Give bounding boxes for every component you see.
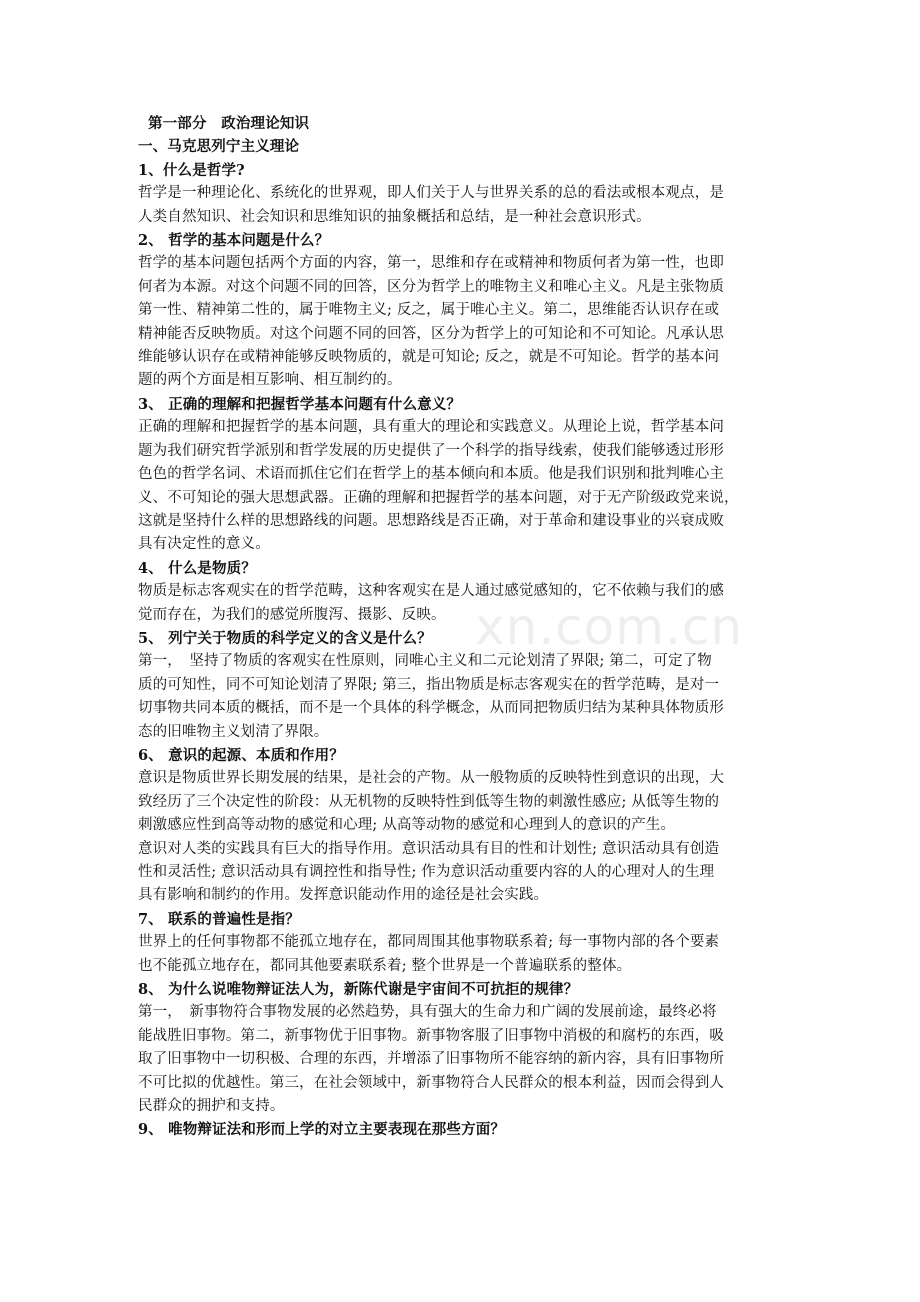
heading-line: 5、 列宁关于物质的科学定义的含义是什么？ (138, 629, 432, 647)
text-line: 哲学是一种理论化、系统化的世界观，即人们关于人与世界关系的总的看法或根本观点，是 (138, 185, 724, 202)
heading-line: 第一部分 政治理论知识 (148, 115, 310, 132)
text-line: 色色的哲学名词、术语而抓住它们在哲学上的基本倾向和本质。他是我们识别和批判唯心主 (138, 466, 724, 483)
text-line: 具有影响和制约的作用。发挥意识能动作用的途径是社会实践。 (138, 887, 549, 904)
text-line: 题的两个方面是相互影响、相互制约的。 (138, 372, 402, 389)
text-line: 意识是物质世界长期发展的结果，是社会的产物。从一般物质的反映特性到意识的出现，大 (138, 770, 724, 787)
text-line: 具有决定性的意义。 (138, 536, 270, 553)
heading-line: 一、马克思列宁主义理论 (138, 138, 300, 156)
text-line: 人类自然知识、社会知识和思维知识的抽象概括和总结，是一种社会意识形式。 (138, 208, 651, 225)
text-line: 第一， 新事物符合事物发展的必然趋势，具有强大的生命力和广阔的发展前途，最终必将 (138, 1004, 717, 1021)
text-line: 哲学的基本问题包括两个方面的内容，第一，思维和存在或精神和物质何者为第一性，也即 (138, 255, 724, 272)
heading-line: 9、 唯物辩证法和形而上学的对立主要表现在那些方面？ (138, 1121, 506, 1139)
text-line: 态的旧唯物主义划清了界限。 (138, 723, 329, 740)
text-line: 物质是标志客观实在的哲学范畴，这种客观实在是人通过感觉感知的，它不依赖与我们的感 (138, 583, 724, 600)
text-line: 精神能否反映物质。对这个问题不同的回答，区分为哲学上的可知论和不可知论。凡承认思 (138, 325, 724, 342)
text-line: 何者为本源。对这个问题不同的回答，区分为哲学上的唯物主义和唯心主义。凡是主张物质 (138, 278, 724, 295)
text-line: 性和灵活性; 意识活动具有调控性和指导性; 作为意识活动重要内容的人的心理对人的生理 (138, 864, 715, 880)
text-line: 质的可知性，同不可知论划清了界限; 第三，指出物质是标志客观实在的哲学范畴，是对一 (138, 676, 720, 693)
heading-line: 4、 什么是物质？ (138, 559, 256, 577)
text-line: 这就是坚持什么样的思想路线的问题。思想路线是否正确，对于革命和建设事业的兴衰成败 (138, 512, 724, 529)
text-line: 致经历了三个决定性的阶段：从无机物的反映特性到低等生物的刺激性感应; 从低等生物的 (138, 793, 720, 810)
heading-line: 3、 正确的理解和把握哲学基本问题有什么意义？ (138, 395, 462, 413)
text-line: 第一， 坚持了物质的客观实在性原则，同唯心主义和二元论划清了界限; 第二，可定了物 (138, 653, 712, 670)
text-line: 能战胜旧事物。第二，新事物优于旧事物。新事物客服了旧事物中消极的和腐朽的东西，吸 (138, 1027, 724, 1044)
text-line: 世界上的任何事物都不能孤立地存在，都同周围其他事物联系着; 每一事物内部的各个要素 (138, 934, 720, 951)
text-line: 正确的理解和把握哲学的基本问题，具有重大的理论和实践意义。从理论上说，哲学基本问 (138, 419, 724, 436)
document-body (138, 112, 788, 1142)
text-line: 不可比拟的优越性。第三，在社会领域中，新事物符合人民群众的根本利益，因而会得到人 (138, 1074, 724, 1091)
text-line: 也不能孤立地存在，都同其他要素联系着; 整个世界是一个普遍联系的整体。 (138, 957, 632, 974)
text-line: 维能够认识存在或精神能够反映物质的，就是可知论; 反之，就是不可知论。哲学的基本问 (138, 349, 720, 366)
heading-line: 2、 哲学的基本问题是什么？ (138, 232, 330, 250)
text-line: 取了旧事物中一切积极、合理的东西，并增添了旧事物所不能容纳的新内容，具有旧事物所 (138, 1051, 724, 1068)
text-line: 觉而存在，为我们的感觉所腹泻、摄影、反映。 (138, 606, 446, 623)
heading-line: 8、 为什么说唯物辩证法人为，新陈代谢是宇宙间不可抗拒的规律？ (138, 981, 579, 999)
text-line: 题为我们研究哲学派别和哲学发展的历史提供了一个科学的指导线索，使我们能够透过形形 (138, 442, 724, 459)
watermark: xn.com.cn (475, 598, 744, 656)
text-line: 民群众的拥护和支持。 (138, 1098, 285, 1115)
text-line: 切事物共同本质的概括，而不是一个具体的科学概念，从而同把物质归结为某种具体物质形 (138, 700, 724, 717)
text-line: 意识对人类的实践具有巨大的指导作用。意识活动具有目的性和计划性; 意识活动具有创造 (138, 840, 720, 857)
heading-line: 7、 联系的普遍性是指？ (138, 910, 300, 928)
text-line: 第一性、精神第二性的，属于唯物主义; 反之，属于唯心主义。第二，思维能否认识存在或 (138, 302, 720, 319)
text-line: 刺激感应性到高等动物的感觉和心理; 从高等动物的感觉和心理到人的意识的产生。 (138, 817, 676, 834)
text-line: 义、不可知论的强大思想武器。正确的理解和把握哲学的基本问题，对于无产阶级政党来说， (138, 489, 739, 506)
heading-line: 1、什么是哲学? (138, 161, 245, 179)
heading-line: 6、 意识的起源、本质和作用？ (138, 746, 344, 764)
